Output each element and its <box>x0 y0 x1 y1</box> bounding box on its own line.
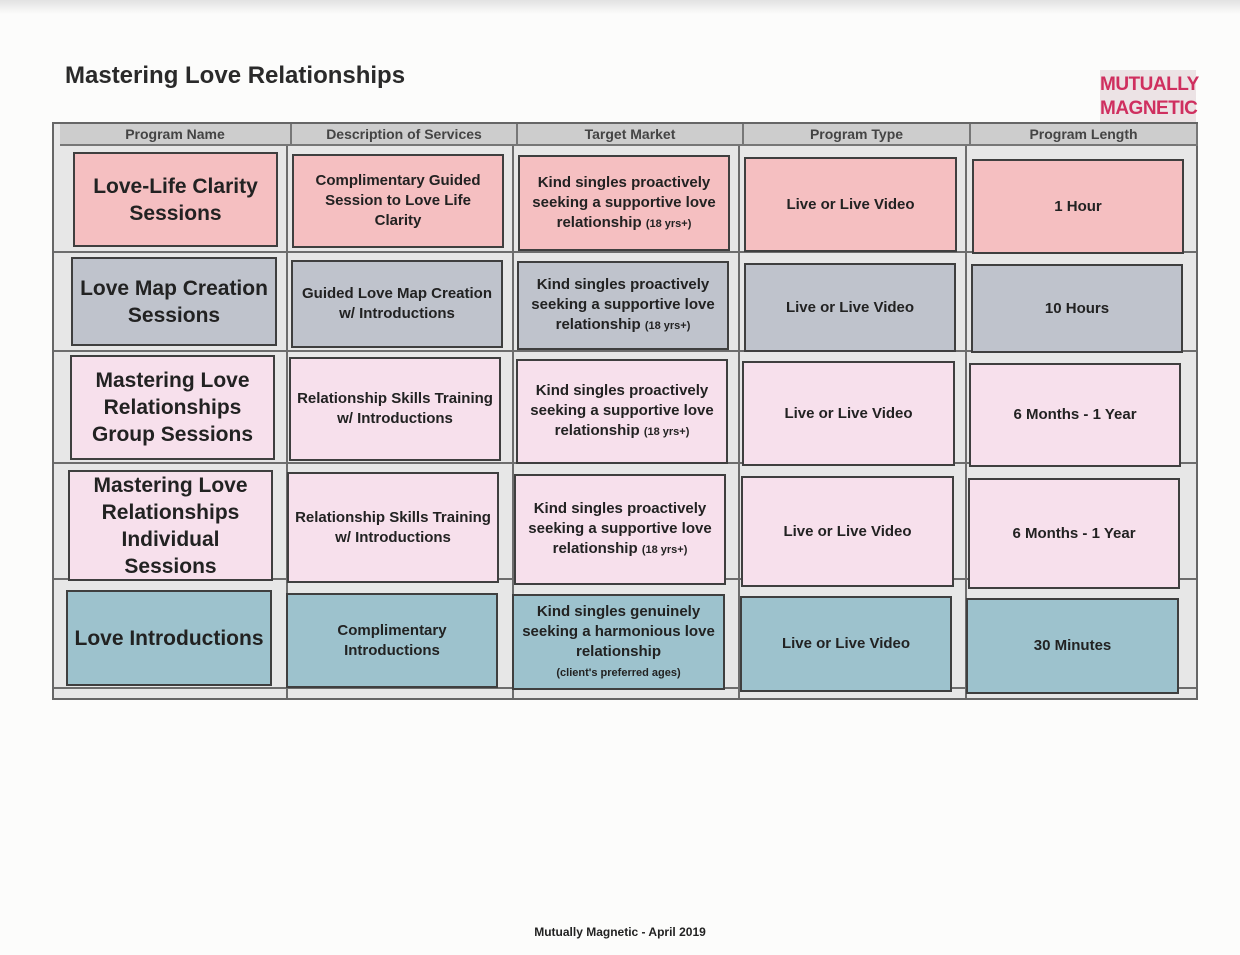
program-length-cell: 1 Hour <box>972 159 1184 254</box>
target-market-text: Kind singles genuinely seeking a harmonious love relationship <box>522 602 715 660</box>
target-age-note: (18 yrs+) <box>644 320 691 332</box>
target-market-cell <box>516 359 728 464</box>
target-market-cell <box>518 155 730 251</box>
program-length-cell: 6 Months - 1 Year <box>968 478 1180 589</box>
program-length-cell: 10 Hours <box>971 264 1183 353</box>
document-footer: Mutually Magnetic - April 2019 <box>534 925 706 939</box>
program-length-cell: 6 Months - 1 Year <box>969 363 1181 467</box>
description-cell: Guided Love Map Creation w/ Introductions <box>291 260 503 348</box>
program-name-cell: Love-Life Clarity Sessions <box>73 152 278 247</box>
target-age-note: (18 yrs+) <box>643 426 690 438</box>
target-age-note: (client's preferred ages) <box>556 666 681 679</box>
target-age-note: (18 yrs+) <box>641 544 688 556</box>
program-type-cell: Live or Live Video <box>744 263 956 352</box>
description-cell: Relationship Skills Training w/ Introductions <box>287 472 499 583</box>
column-header-program-type: Program Type <box>744 124 971 146</box>
program-name-cell: Love Map Creation Sessions <box>71 257 277 346</box>
target-market-text: Kind singles proactively seeking a supportive love relationship <box>528 500 712 557</box>
program-name-cell: Mastering Love Relationships Individual Sessions <box>68 470 273 581</box>
column-header-description: Description of Services <box>292 124 518 146</box>
program-type-cell: Live or Live Video <box>744 157 957 252</box>
logo-line-1: MUTUALLY <box>1100 74 1199 95</box>
program-name-cell: Mastering Love Relationships Group Sessions <box>70 355 275 460</box>
description-cell: Relationship Skills Training w/ Introductions <box>289 357 501 461</box>
program-type-cell: Live or Live Video <box>740 596 952 692</box>
program-name-cell: Love Introductions <box>66 590 272 686</box>
program-type-cell: Live or Live Video <box>742 361 955 466</box>
target-market-cell <box>512 594 725 690</box>
scan-edge-shadow <box>0 0 1240 14</box>
column-header-program-name: Program Name <box>60 124 292 146</box>
program-type-cell: Live or Live Video <box>741 476 954 587</box>
column-header-target-market: Target Market <box>518 124 744 146</box>
column-header-program-length: Program Length <box>971 124 1198 146</box>
logo-line-2: MAGNETIC <box>1100 98 1198 119</box>
target-market-cell <box>514 474 726 585</box>
target-market-text: Kind singles proactively seeking a supportive love relationship <box>530 382 714 439</box>
description-cell: Complimentary Introductions <box>286 593 498 688</box>
target-market-cell <box>517 261 729 350</box>
target-market-text: Kind singles proactively seeking a supportive love relationship <box>532 173 716 231</box>
target-market-text: Kind singles proactively seeking a supportive love relationship <box>531 276 715 333</box>
description-cell: Complimentary Guided Session to Love Life Clarity <box>292 154 504 248</box>
mutually-magnetic-logo <box>1100 70 1199 122</box>
document-title: Mastering Love Relationships <box>65 62 406 89</box>
program-length-cell: 30 Minutes <box>966 598 1179 694</box>
target-age-note: (18 yrs+) <box>645 217 692 230</box>
